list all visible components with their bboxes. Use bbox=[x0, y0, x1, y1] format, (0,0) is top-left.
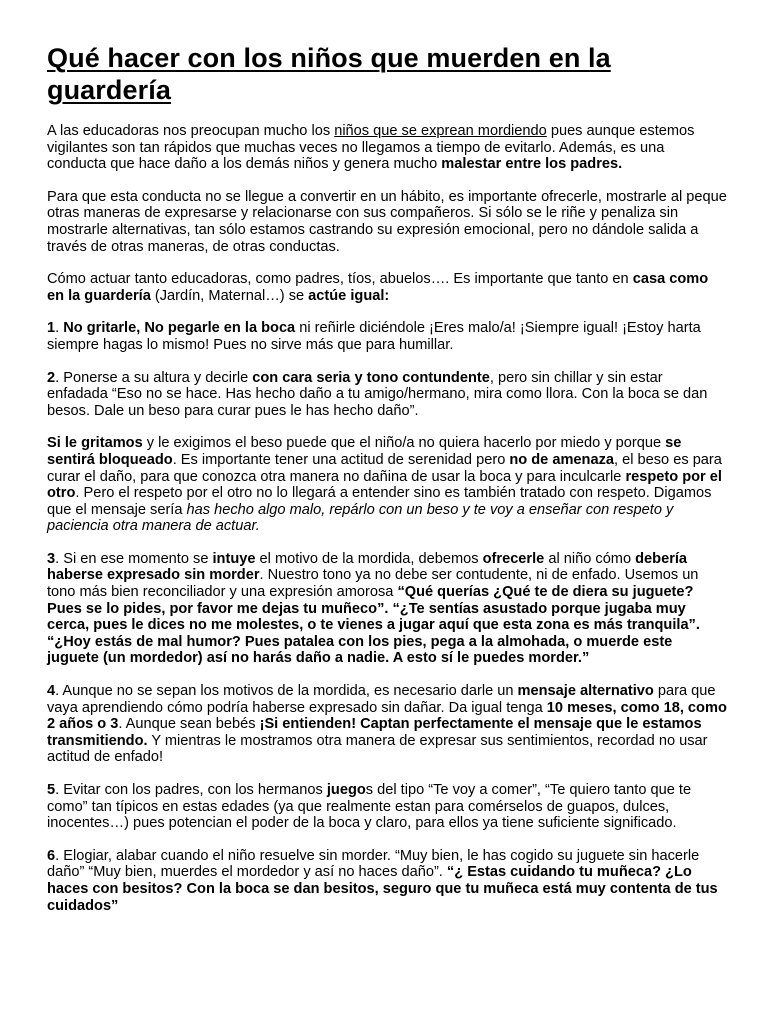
item3-text-1: . Si en ese momento se bbox=[55, 550, 213, 567]
para3-text-2: (Jardín, Maternal…) se bbox=[150, 287, 309, 304]
intro-text-1: A las educadoras nos preocupan mucho los bbox=[47, 123, 335, 139]
intro-link[interactable]: niños que se exprean mordiendo bbox=[334, 123, 547, 139]
gritamos-bold-2: se sentirá bloqueado bbox=[47, 435, 682, 468]
gritamos-text-2: . Es importante tener una actitud de serenidad pero bbox=[172, 451, 510, 468]
paragraph-2: Para que esta conducta no se llegue a convertir en un hábito, es importante ofrecerle, mostrarle al peque otras maneras de expresarse y relacionarse con sus compañeros. Si sólo se le riñe y penaliza sin mostrarle alternativas, tan sólo estamos castrando su expresión emocional, pero no dándole salida a través de otras maneras, de otras conductas. bbox=[47, 188, 727, 255]
list-item-6 bbox=[47, 848, 727, 914]
para3-bold-2: actúe igual: bbox=[308, 287, 390, 304]
gritamos-bold-4: respeto por el otro bbox=[47, 468, 722, 502]
item4-text-3: . Aunque sean bebés bbox=[118, 716, 260, 733]
item1-number: 1 bbox=[47, 320, 56, 337]
item4-bold-1: mensaje alternativo bbox=[517, 683, 654, 700]
item3-bold-2: ofrecerle bbox=[482, 550, 545, 567]
intro-paragraph bbox=[47, 123, 727, 173]
item5-number: 5 bbox=[47, 782, 56, 798]
gritamos-text-4: . Pero el respeto por el otro no lo llegará a entender sino es también tratado con respeto. Digamos que el mensaje sería bbox=[47, 485, 712, 518]
item3-bold-1: intuye bbox=[212, 550, 256, 567]
item4-bold-3: ¡Si entienden! Captan perfectamente el mensaje que le estamos transmitiendo. bbox=[47, 716, 702, 749]
document-title: Qué hacer con los niños que muerden en la guardería bbox=[47, 43, 611, 105]
intro-bold: malestar entre los padres. bbox=[441, 156, 623, 173]
paragraph-3 bbox=[47, 271, 727, 304]
intro-text-2: pues aunque estemos vigilantes son tan rápidos que muchas veces no llegamos a tiempo de evitarlo. Además, es una conducta que hace daño a los demás niños y genera mucho bbox=[47, 123, 695, 173]
item3-bold-3: debería haberse expresado sin morder bbox=[47, 550, 688, 584]
item3-bold-4: “Qué querías ¿Qué te de diera su juguete? Pues se lo pides, por favor me dejas tu muñeco”. “¿Te sentías asustado porque jugaba muy cerca, pues le dices no me molestes, o te vienes a jugar aquí que esta zona es más tranquila”. “¿Hoy estás de mal humor? Pues patalea con los pies, pega a la almohada, o muerde este juguete (un mordedor) así no harás daño a nadie. A esto sí le puedes morder.” bbox=[47, 584, 700, 667]
list-item-2 bbox=[47, 370, 727, 420]
item1-text: ni reñirle diciéndole ¡Eres malo/a! ¡Siempre igual! ¡Estoy harta siempre hagas lo mismo! Pues no sirve más que para humillar. bbox=[47, 320, 701, 353]
gritamos-italic: has hecho algo malo, repárlo con un beso y te voy a enseñar con respeto y paciencia otra manera de actuar. bbox=[47, 501, 674, 535]
item5-text-2: s del tipo “Te voy a comer”, “Te quiero tanto que te como” tan típicos en estas edades (ya que realmente estan para comérselos de guapos, dulces, inocentes…) pues potencian el poder de la boca y claro, para ellos ya tiene suficiente significado. bbox=[47, 782, 692, 832]
item5-bold-1: juego bbox=[326, 782, 366, 798]
document-page bbox=[47, 42, 727, 930]
item5-text-1: . Evitar con los padres, con los hermanos bbox=[55, 782, 327, 798]
para3-text-1: Cómo actuar tanto educadoras, como padres, tíos, abuelos…. Es importante que tanto en bbox=[47, 271, 633, 288]
item3-text-3: al niño cómo bbox=[544, 550, 636, 567]
paragraph-si-le-gritamos bbox=[47, 435, 727, 535]
gritamos-bold-1: Si le gritamos bbox=[47, 435, 143, 452]
item1-sep: . bbox=[55, 320, 64, 337]
item2-text-2: , pero sin chillar y sin estar enfadada “Eso no se hace. Has hecho daño a tu amigo/hermano, mira como llora. Con la boca se dan besos. Dale un beso para curar pues le has hecho daño”. bbox=[47, 369, 708, 419]
para3-bold-1: casa como en la guardería bbox=[47, 271, 709, 304]
gritamos-text-3: , el beso es para curar el daño, para que conozca otra manera no dañina de usar la boca y para inculcarle bbox=[47, 451, 722, 485]
item2-text-1: . Ponerse a su altura y decirle bbox=[55, 369, 253, 386]
item4-bold-2: 10 meses, como 18, como 2 años o 3 bbox=[47, 699, 727, 733]
gritamos-bold-3: no de amenaza bbox=[509, 451, 614, 468]
item2-number: 2 bbox=[47, 369, 56, 386]
item6-bold-1: “¿ Estas cuidando tu muñeca? ¿Lo haces con besitos? Con la boca se dan besitos, seguro que tu muñeca está muy contenta de tus cuidados” bbox=[47, 864, 718, 914]
item1-bold: No gritarle, No pegarle en la boca bbox=[63, 320, 296, 337]
item2-bold: con cara seria y tono contundente bbox=[252, 369, 490, 386]
list-item-1 bbox=[47, 320, 727, 353]
item4-number: 4 bbox=[47, 683, 56, 700]
gritamos-text-1: y le exigimos el beso puede que el niño/a no quiera hacerlo por miedo y porque bbox=[142, 435, 666, 452]
item4-text-1: . Aunque no se sepan los motivos de la mordida, es necesario darle un bbox=[55, 683, 518, 700]
item6-number: 6 bbox=[47, 847, 56, 864]
list-item-5 bbox=[47, 782, 727, 832]
item4-text-2: para que vaya aprendiendo cómo podría haberse expresado sin dañar. Da igual tenga bbox=[47, 683, 716, 716]
item3-text-4: . Nuestro tono ya no debe ser contudente, ni de enfado. Usemos un tono más bien reconciliador y una expresión amorosa bbox=[47, 567, 699, 601]
list-item-4 bbox=[47, 683, 727, 766]
item6-text-1: . Elogiar, alabar cuando el niño resuelve sin morder. “Muy bien, le has cogido su juguete sin hacerle daño” “Muy bien, muerdes el mordedor y así no haces daño”. bbox=[47, 847, 700, 881]
item3-text-2: el motivo de la mordida, debemos bbox=[255, 550, 483, 567]
item4-text-4: Y mientras le mostramos otra manera de expresar sus sentimientos, recordad no usar actitud de enfado! bbox=[47, 732, 708, 766]
list-item-3 bbox=[47, 551, 727, 667]
item3-number: 3 bbox=[47, 550, 56, 567]
